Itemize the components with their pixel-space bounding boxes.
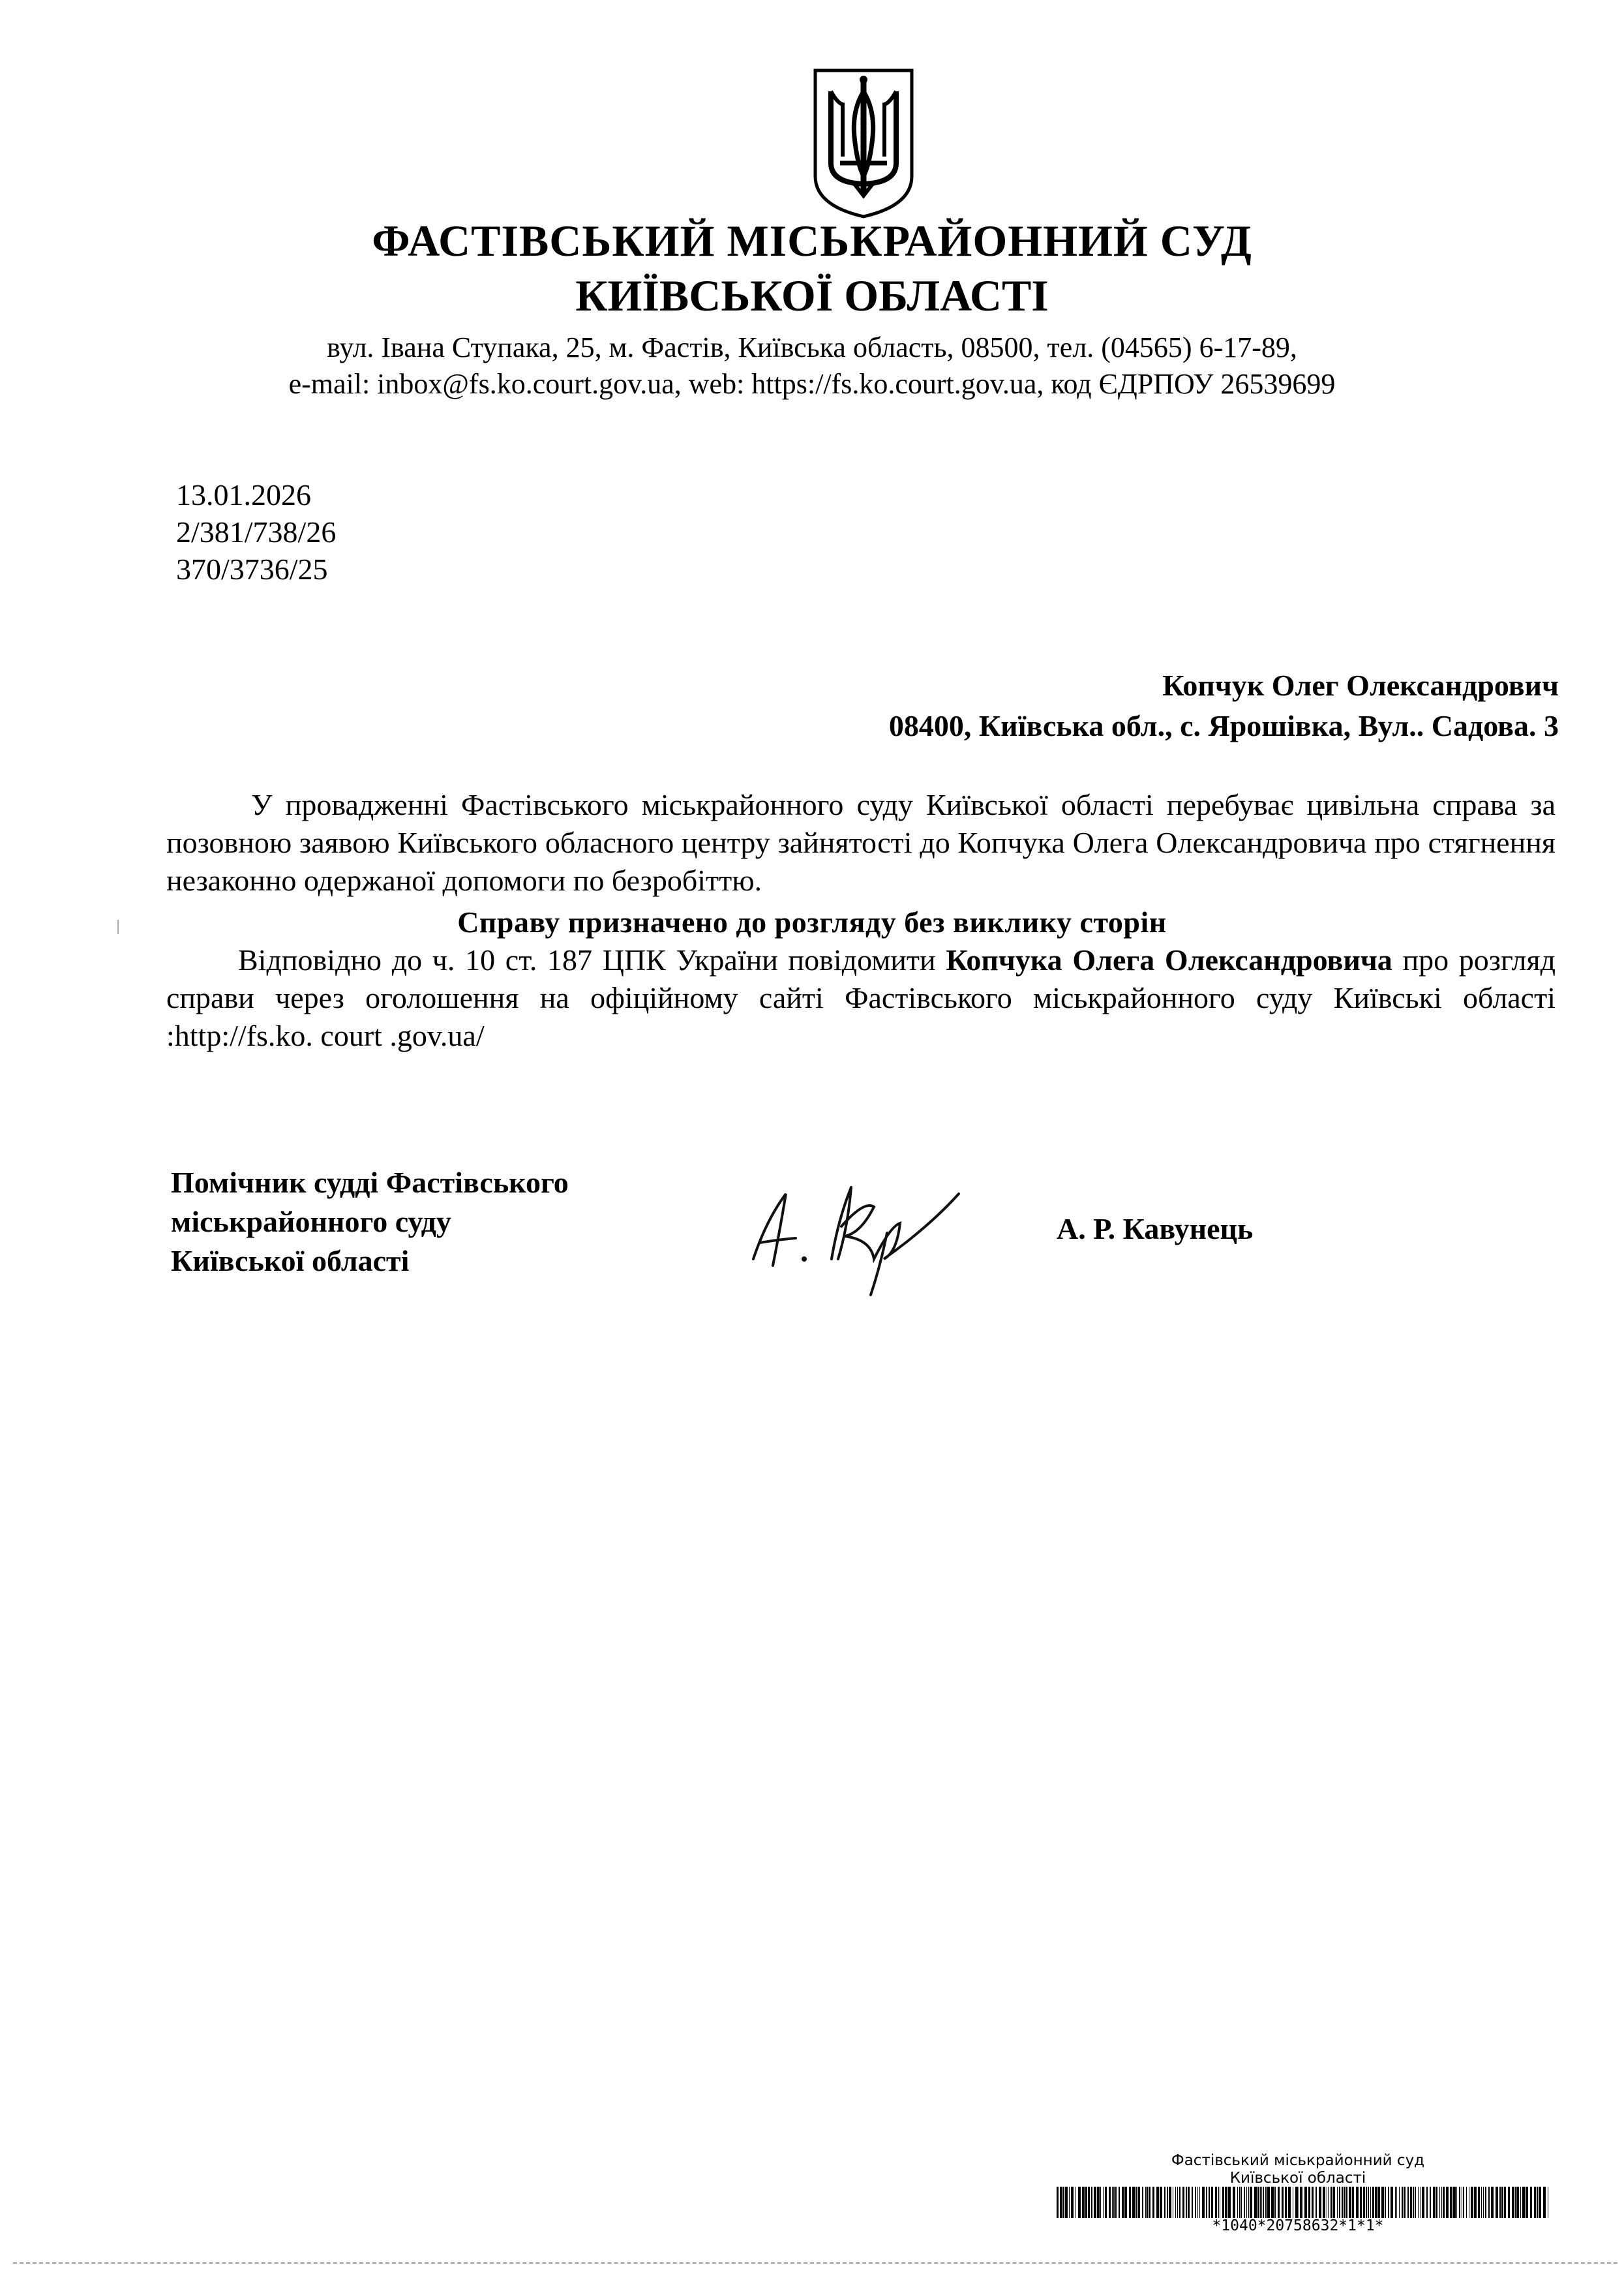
barcode-bar: [1147, 2187, 1148, 2218]
barcode-bar: [1115, 2187, 1117, 2218]
notice-heading: Справу призначено до розгляду без виклику сторін: [457, 905, 1167, 939]
barcode-bar: [1346, 2187, 1347, 2218]
barcode-bar: [1263, 2187, 1264, 2218]
barcode-bar: [1186, 2187, 1187, 2218]
barcode-bar: [1274, 2187, 1276, 2218]
barcode-bar: [1463, 2187, 1464, 2218]
barcode-bar: [1211, 2187, 1213, 2218]
barcode-bar: [1530, 2187, 1532, 2218]
barcode-bar: [1278, 2187, 1280, 2218]
barcode-bar: [1169, 2187, 1171, 2218]
barcode-bar: [1459, 2187, 1460, 2218]
barcode-bar: [1164, 2187, 1165, 2218]
barcode-bar: [1352, 2187, 1354, 2218]
barcode-bar: [1426, 2187, 1428, 2218]
court-contacts: e-mail: inbox@fs.ko.court.gov.ua, web: https://fs.ko.court.gov.ua, код ЄДРПОУ 26539699: [288, 368, 1336, 400]
barcode-bar: [1119, 2187, 1120, 2218]
barcode-bar: [1113, 2187, 1115, 2218]
case-number: 370/3736/25: [176, 553, 328, 586]
barcode-bar: [1439, 2187, 1440, 2218]
barcode-bar: [1415, 2187, 1416, 2218]
page-bottom-line: [13, 2262, 1617, 2264]
barcode-bar: [1316, 2187, 1317, 2218]
barcode-bar: [1404, 2187, 1406, 2218]
outgoing-number: 2/381/738/26: [176, 515, 337, 549]
barcode-bar: [1349, 2187, 1351, 2218]
barcode-bar: [1094, 2187, 1096, 2218]
barcode-bar: [1295, 2187, 1298, 2218]
barcode-bar: [1308, 2187, 1310, 2218]
barcode-bar: [1526, 2187, 1528, 2218]
barcode-bar: [1175, 2187, 1176, 2218]
barcode-bar: [1331, 2187, 1332, 2218]
barcode-bar: [1222, 2187, 1224, 2218]
barcode-bar: [1202, 2187, 1205, 2218]
barcode-bar: [1333, 2187, 1335, 2218]
barcode-bar: [1512, 2187, 1514, 2218]
barcode-bar: [1225, 2187, 1227, 2218]
barcode-bar: [1368, 2187, 1369, 2218]
barcode-bar: [1241, 2187, 1242, 2218]
barcode-bar: [1145, 2187, 1147, 2218]
barcode-bar: [1248, 2187, 1249, 2218]
barcode-bar: [1160, 2187, 1162, 2218]
recipient-address: 08400, Київська обл., с. Ярошівка, Вул.. Садова. 3: [888, 709, 1559, 742]
barcode-bar: [1129, 2187, 1131, 2218]
barcode-bar: [1233, 2187, 1235, 2218]
barcode-bar: [1391, 2187, 1393, 2218]
barcode-bar: [1441, 2187, 1442, 2218]
barcode-bar: [1261, 2187, 1262, 2218]
barcode-bar: [1372, 2187, 1374, 2218]
document-references: [176, 476, 336, 588]
barcode-bar: [1100, 2187, 1101, 2218]
barcode-bar: [1483, 2187, 1484, 2218]
signatory-position: [171, 1163, 569, 1281]
position-line3: Київської області: [171, 1244, 410, 1277]
barcode-bar: [1312, 2187, 1314, 2218]
barcode-bar: [1522, 2187, 1525, 2218]
barcode-bar: [1246, 2187, 1247, 2218]
barcode-bar: [1192, 2187, 1193, 2218]
barcode-bar: [1356, 2187, 1359, 2218]
barcode-bar: [1206, 2187, 1207, 2218]
barcode-bar: [1516, 2187, 1519, 2218]
barcode-bar: [1105, 2187, 1107, 2218]
barcode-bar: [1091, 2187, 1092, 2218]
barcode-bar: [1520, 2187, 1521, 2218]
barcode-bar: [1197, 2187, 1198, 2218]
handwritten-signature: [734, 1161, 969, 1298]
barcode-bar: [1375, 2187, 1377, 2218]
barcode-bar: [1485, 2187, 1486, 2218]
barcode-bar: [1407, 2187, 1409, 2218]
barcode-bar: [1239, 2187, 1241, 2218]
barcode-bar: [1363, 2187, 1365, 2218]
barcode-bar: [1065, 2187, 1068, 2218]
signatory-name: А. Р. Кавунець: [1057, 1212, 1254, 1245]
barcode-bar: [1257, 2187, 1259, 2218]
barcode-bar: [1097, 2187, 1100, 2218]
barcode-bar: [1167, 2187, 1168, 2218]
barcode-bar: [1282, 2187, 1284, 2218]
recipient-name: Копчук Олег Олександрович: [1162, 669, 1559, 702]
barcode-bar: [1402, 2187, 1403, 2218]
barcode-bar: [1481, 2187, 1482, 2218]
barcode-bar: [1499, 2187, 1501, 2218]
position-line1: Помічник судді Фастівського: [171, 1166, 569, 1199]
barcode-bar: [1450, 2187, 1452, 2218]
barcode-bar: [1410, 2187, 1412, 2218]
barcode-bar: [1082, 2187, 1085, 2218]
barcode-bar: [1179, 2187, 1180, 2218]
barcode-bar: [1237, 2187, 1238, 2218]
barcode-bar: [1152, 2187, 1154, 2218]
barcode-bar: [1177, 2187, 1178, 2218]
barcode-bar: [1377, 2187, 1380, 2218]
barcode-bar: [1537, 2187, 1538, 2218]
body-paragraph-2: [166, 941, 1556, 1055]
barcode-bar: [1504, 2187, 1506, 2218]
barcode-bar: [1418, 2187, 1419, 2218]
barcode-bar: [1199, 2187, 1200, 2218]
barcode-bar: [1285, 2187, 1287, 2218]
barcode-bar: [1260, 2187, 1261, 2218]
barcode-bar: [1339, 2187, 1340, 2218]
stamp-line2: Київської області: [1229, 2170, 1366, 2187]
barcode-bar: [1182, 2187, 1184, 2218]
position-line2: міськрайонного суду: [171, 1205, 451, 1238]
barcode-bar: [1515, 2187, 1516, 2218]
barcode-bar: [1319, 2187, 1321, 2218]
barcode-bar: [1360, 2187, 1362, 2218]
barcode-bar: [1265, 2187, 1267, 2218]
barcode-bar: [1471, 2187, 1473, 2218]
barcode-bar: [1271, 2187, 1274, 2218]
barcode-bar: [1124, 2187, 1127, 2218]
barcode-bar: [1344, 2187, 1345, 2218]
barcode-bar: [1342, 2187, 1343, 2218]
barcode-bar: [1323, 2187, 1325, 2218]
barcode-bar: [1422, 2187, 1424, 2218]
barcode-bar: [1088, 2187, 1090, 2218]
barcode-bar: [1430, 2187, 1431, 2218]
margin-mark: [117, 920, 119, 934]
coat-of-arms-emblem: [809, 65, 918, 220]
barcode: [1057, 2187, 1552, 2218]
barcode-bar: [1215, 2187, 1217, 2218]
barcode-bar: [1328, 2187, 1329, 2218]
barcode-bar: [1135, 2187, 1137, 2218]
barcode-bar: [1413, 2187, 1414, 2218]
document-date: 13.01.2026: [176, 478, 311, 511]
barcode-bar: [1209, 2187, 1210, 2218]
barcode-bar: [1436, 2187, 1437, 2218]
barcode-bar: [1057, 2187, 1059, 2218]
barcode-bar: [1366, 2187, 1367, 2218]
barcode-bar: [1478, 2187, 1480, 2218]
barcode-bar: [1496, 2187, 1498, 2218]
barcode-bar: [1218, 2187, 1219, 2218]
barcode-bar: [1060, 2187, 1062, 2218]
barcode-bar: [1501, 2187, 1503, 2218]
barcode-bar: [1491, 2187, 1494, 2218]
barcode-bar: [1132, 2187, 1135, 2218]
barcode-bar: [1395, 2187, 1396, 2218]
barcode-bar: [1288, 2187, 1291, 2218]
barcode-bar: [1534, 2187, 1536, 2218]
barcode-bar: [1228, 2187, 1231, 2218]
barcode-bar: [1069, 2187, 1070, 2218]
barcode-bar: [1456, 2187, 1457, 2218]
barcode-bar: [1254, 2187, 1257, 2218]
barcode-bar: [1085, 2187, 1087, 2218]
barcode-bar: [1138, 2187, 1140, 2218]
barcode-bar: [1385, 2187, 1386, 2218]
body-paragraph-1: У провадженні Фастівського міськрайонного суду Київської області перебуває цивільна справа за позовною заявою Київського обласного центру зайнятості до Копчука Олега Олександровича про стягнення незаконно одержаної допомоги по безробіттю.: [166, 788, 1556, 897]
recipient-block: [889, 665, 1559, 746]
paragraph2-bold-name: Копчука Олега Олександровича: [946, 943, 1392, 977]
barcode-bar: [1188, 2187, 1190, 2218]
paragraph2-end: про розгляд справи через оголошення на офіційному сайті Фастівського міськрайонного суду Київські області :http://fs.ko. court .gov.ua/: [166, 943, 1556, 1052]
barcode-bar: [1250, 2187, 1252, 2218]
barcode-bar: [1443, 2187, 1445, 2218]
barcode-bar: [1267, 2187, 1270, 2218]
barcode-bar: [1453, 2187, 1456, 2218]
court-name-line1: ФАСТІВСЬКИЙ МІСЬКРАЙОННИЙ СУД: [372, 216, 1252, 266]
stamp-line1: Фастівський міськрайонний суд: [1171, 2152, 1425, 2169]
barcode-bar: [1122, 2187, 1124, 2218]
registry-stamp: [1044, 2151, 1552, 2187]
barcode-bar: [1112, 2187, 1113, 2218]
barcode-bar: [1508, 2187, 1510, 2218]
barcode-bar: [1433, 2187, 1435, 2218]
barcode-bar: [1244, 2187, 1245, 2218]
barcode-bar: [1543, 2187, 1546, 2218]
barcode-bar: [1142, 2187, 1143, 2218]
barcode-bar: [1488, 2187, 1490, 2218]
barcode-bar: [1071, 2187, 1074, 2218]
barcode-bar: [1446, 2187, 1449, 2218]
barcode-bar: [1078, 2187, 1081, 2218]
paragraph2-start: Відповідно до ч. 10 ст. 187 ЦПК України повідомити: [238, 943, 946, 977]
barcode-bar: [1062, 2187, 1064, 2218]
barcode-bar: [1156, 2187, 1159, 2218]
barcode-bar: [1539, 2187, 1541, 2218]
court-address: вул. Івана Ступака, 25, м. Фастів, Київська область, 08500, тел. (04565) 6-17-89,: [327, 331, 1297, 363]
barcode-bar: [1370, 2187, 1371, 2218]
barcode-bar: [1195, 2187, 1196, 2218]
barcode-bar: [1149, 2187, 1150, 2218]
barcode-bar: [1388, 2187, 1389, 2218]
barcode-bar: [1399, 2187, 1400, 2218]
barcode-bar: [1396, 2187, 1397, 2218]
barcode-number: *1040*20758632*1*1*: [1212, 2217, 1384, 2234]
barcode-bar: [1466, 2187, 1467, 2218]
barcode-bar: [1103, 2187, 1104, 2218]
barcode-bar: [1474, 2187, 1477, 2218]
court-name-line2: КИЇВСЬКОЇ ОБЛАСТІ: [575, 271, 1049, 320]
barcode-bar: [1304, 2187, 1307, 2218]
barcode-bar: [1300, 2187, 1302, 2218]
barcode-bar: [1381, 2187, 1384, 2218]
barcode-bar: [1075, 2187, 1076, 2218]
barcode-bar: [1109, 2187, 1111, 2218]
barcode-bar: [1337, 2187, 1338, 2218]
